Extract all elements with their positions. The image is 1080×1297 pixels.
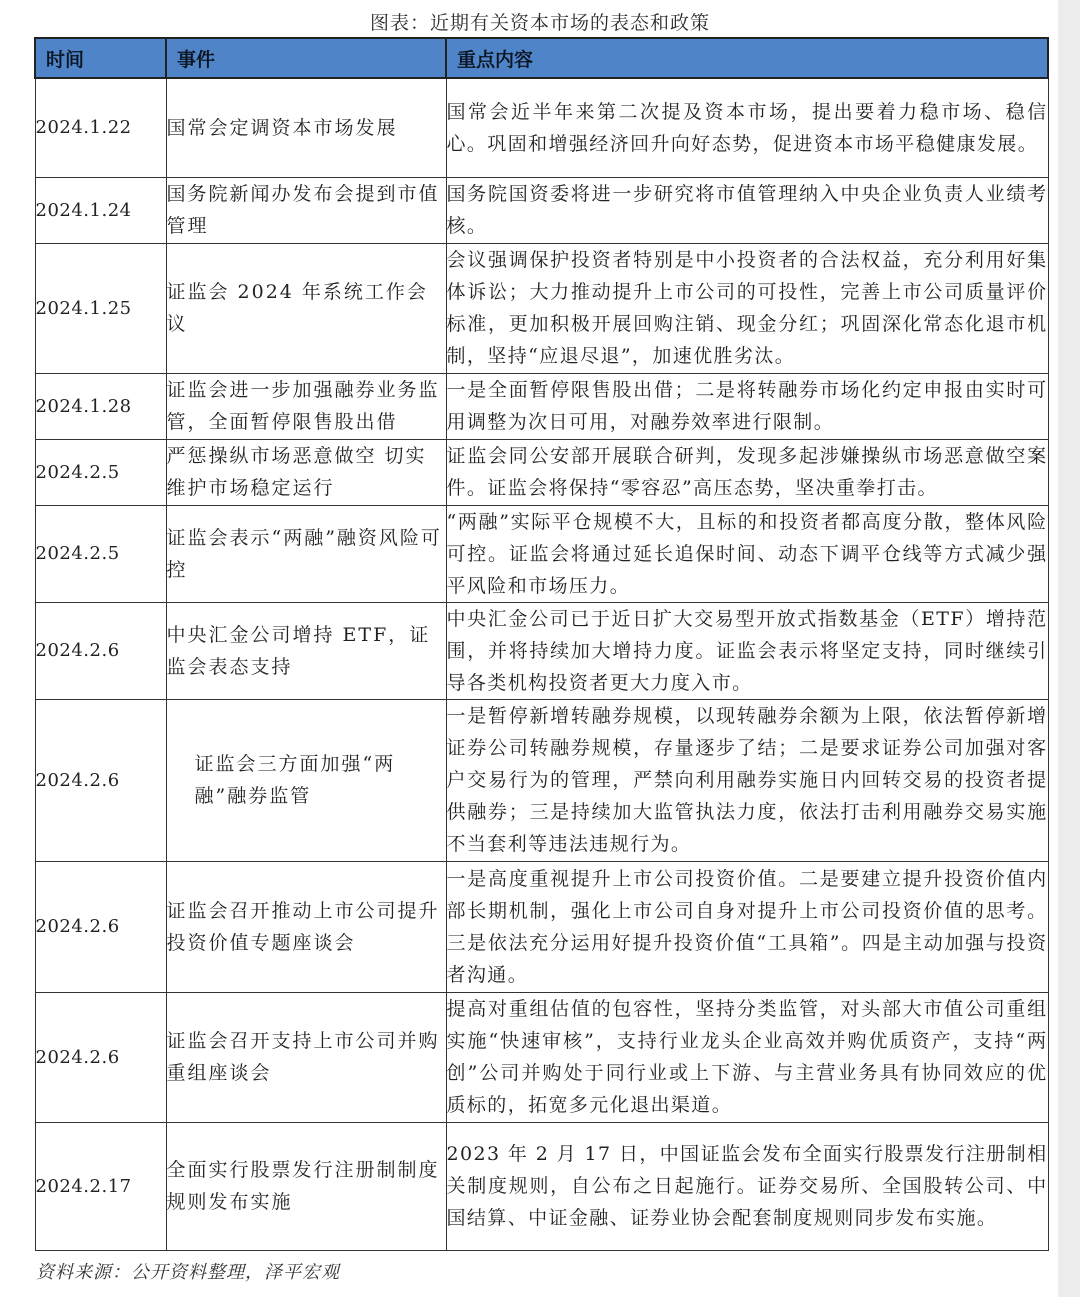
row-content: 一是全面暂停限售股出借；二是将转融券市场化约定申报由实时可用调整为次日可用，对融券效率进行限制。	[446, 373, 1048, 439]
table-row	[35, 177, 1048, 243]
table-row	[35, 505, 1048, 602]
row-event: 证监会三方面加强“两融”融券监管	[166, 699, 446, 861]
row-event: 全面实行股票发行注册制制度规则发布实施	[166, 1122, 446, 1250]
header-time: 时间	[35, 38, 166, 78]
row-date: 2024.2.6	[35, 699, 166, 861]
row-event: 证监会召开支持上市公司并购重组座谈会	[166, 992, 446, 1122]
table-row	[35, 78, 1048, 177]
row-event: 证监会进一步加强融券业务监管，全面暂停限售股出借	[166, 373, 446, 439]
table-row	[35, 373, 1048, 439]
row-content: 2023 年 2 月 17 日，中国证监会发布全面实行股票发行注册制相关制度规则，自公布之日起施行。证券交易所、全国股转公司、中国结算、中证金融、证券业协会配套制度规则同步发布实施。	[446, 1122, 1048, 1250]
row-content: 证监会同公安部开展联合研判，发现多起涉嫌操纵市场恶意做空案件。证监会将保持“零容忍”高压态势，坚决重拳打击。	[446, 439, 1048, 505]
row-date: 2024.2.5	[35, 505, 166, 602]
row-content: 一是暂停新增转融券规模，以现转融券余额为上限，依法暂停新增证券公司转融券规模，存量逐步了结；二是要求证券公司加强对客户交易行为的管理，严禁向利用融券实施日内回转交易的投资者提供融券；三是持续加大监管执法力度，依法打击利用融券交易实施不当套利等违法违规行为。	[446, 699, 1048, 861]
row-event: 证监会 2024 年系统工作会议	[166, 243, 446, 373]
table-row	[35, 602, 1048, 699]
row-content: 中央汇金公司已于近日扩大交易型开放式指数基金（ETF）增持范围，并将持续加大增持力度。证监会表示将坚定支持，同时继续引导各类机构投资者更大力度入市。	[446, 602, 1048, 699]
row-date: 2024.2.6	[35, 861, 166, 992]
table-header-row	[35, 38, 1048, 78]
table-caption: 图表：近期有关资本市场的表态和政策	[369, 12, 710, 34]
row-date: 2024.1.28	[35, 373, 166, 439]
row-date: 2024.1.24	[35, 177, 166, 243]
row-date: 2024.2.6	[35, 992, 166, 1122]
row-content: “两融”实际平仓规模不大，且标的和投资者都高度分散，整体风险可控。证监会将通过延长追保时间、动态下调平仓线等方式减少强平风险和市场压力。	[446, 505, 1048, 602]
source-note: 资料来源：公开资料整理，泽平宏观	[36, 1262, 340, 1283]
row-date: 2024.1.25	[35, 243, 166, 373]
table-row	[35, 439, 1048, 505]
row-event: 严惩操纵市场恶意做空 切实维护市场稳定运行	[166, 439, 446, 505]
header-content: 重点内容	[446, 38, 1048, 78]
row-date: 2024.2.5	[35, 439, 166, 505]
table-row	[35, 992, 1048, 1122]
row-date: 2024.1.22	[35, 78, 166, 177]
row-content: 会议强调保护投资者特别是中小投资者的合法权益，充分利用好集体诉讼；大力推动提升上市公司的可投性，完善上市公司质量评价标准，更加积极开展回购注销、现金分红；巩固深化常态化退市机制，坚持“应退尽退”，加速优胜劣汰。	[446, 243, 1048, 373]
row-event: 国常会定调资本市场发展	[166, 78, 446, 177]
table-row	[35, 861, 1048, 992]
row-event: 证监会表示“两融”融资风险可控	[166, 505, 446, 602]
row-date: 2024.2.17	[35, 1122, 166, 1250]
table-row	[35, 699, 1048, 861]
row-event: 国务院新闻办发布会提到市值管理	[166, 177, 446, 243]
row-content: 一是高度重视提升上市公司投资价值。二是要建立提升投资价值内部长期机制，强化上市公司自身对提升上市公司投资价值的思考。三是依法充分运用好提升投资价值“工具箱”。四是主动加强与投资者沟通。	[446, 861, 1048, 992]
header-event: 事件	[166, 38, 446, 78]
policy-table	[34, 37, 1049, 1251]
page-edge-strip	[1058, 0, 1080, 1297]
row-content: 国务院国资委将进一步研究将市值管理纳入中央企业负责人业绩考核。	[446, 177, 1048, 243]
row-content: 提高对重组估值的包容性，坚持分类监管，对头部大市值公司重组实施“快速审核”，支持行业龙头企业高效并购优质资产，支持“两创”公司并购处于同行业或上下游、与主营业务具有协同效应的优质标的，拓宽多元化退出渠道。	[446, 992, 1048, 1122]
row-date: 2024.2.6	[35, 602, 166, 699]
row-event: 中央汇金公司增持 ETF，证监会表态支持	[166, 602, 446, 699]
row-content: 国常会近半年来第二次提及资本市场，提出要着力稳市场、稳信心。巩固和增强经济回升向好态势，促进资本市场平稳健康发展。	[446, 78, 1048, 177]
table-row	[35, 243, 1048, 373]
table-row	[35, 1122, 1048, 1250]
row-event: 证监会召开推动上市公司提升投资价值专题座谈会	[166, 861, 446, 992]
